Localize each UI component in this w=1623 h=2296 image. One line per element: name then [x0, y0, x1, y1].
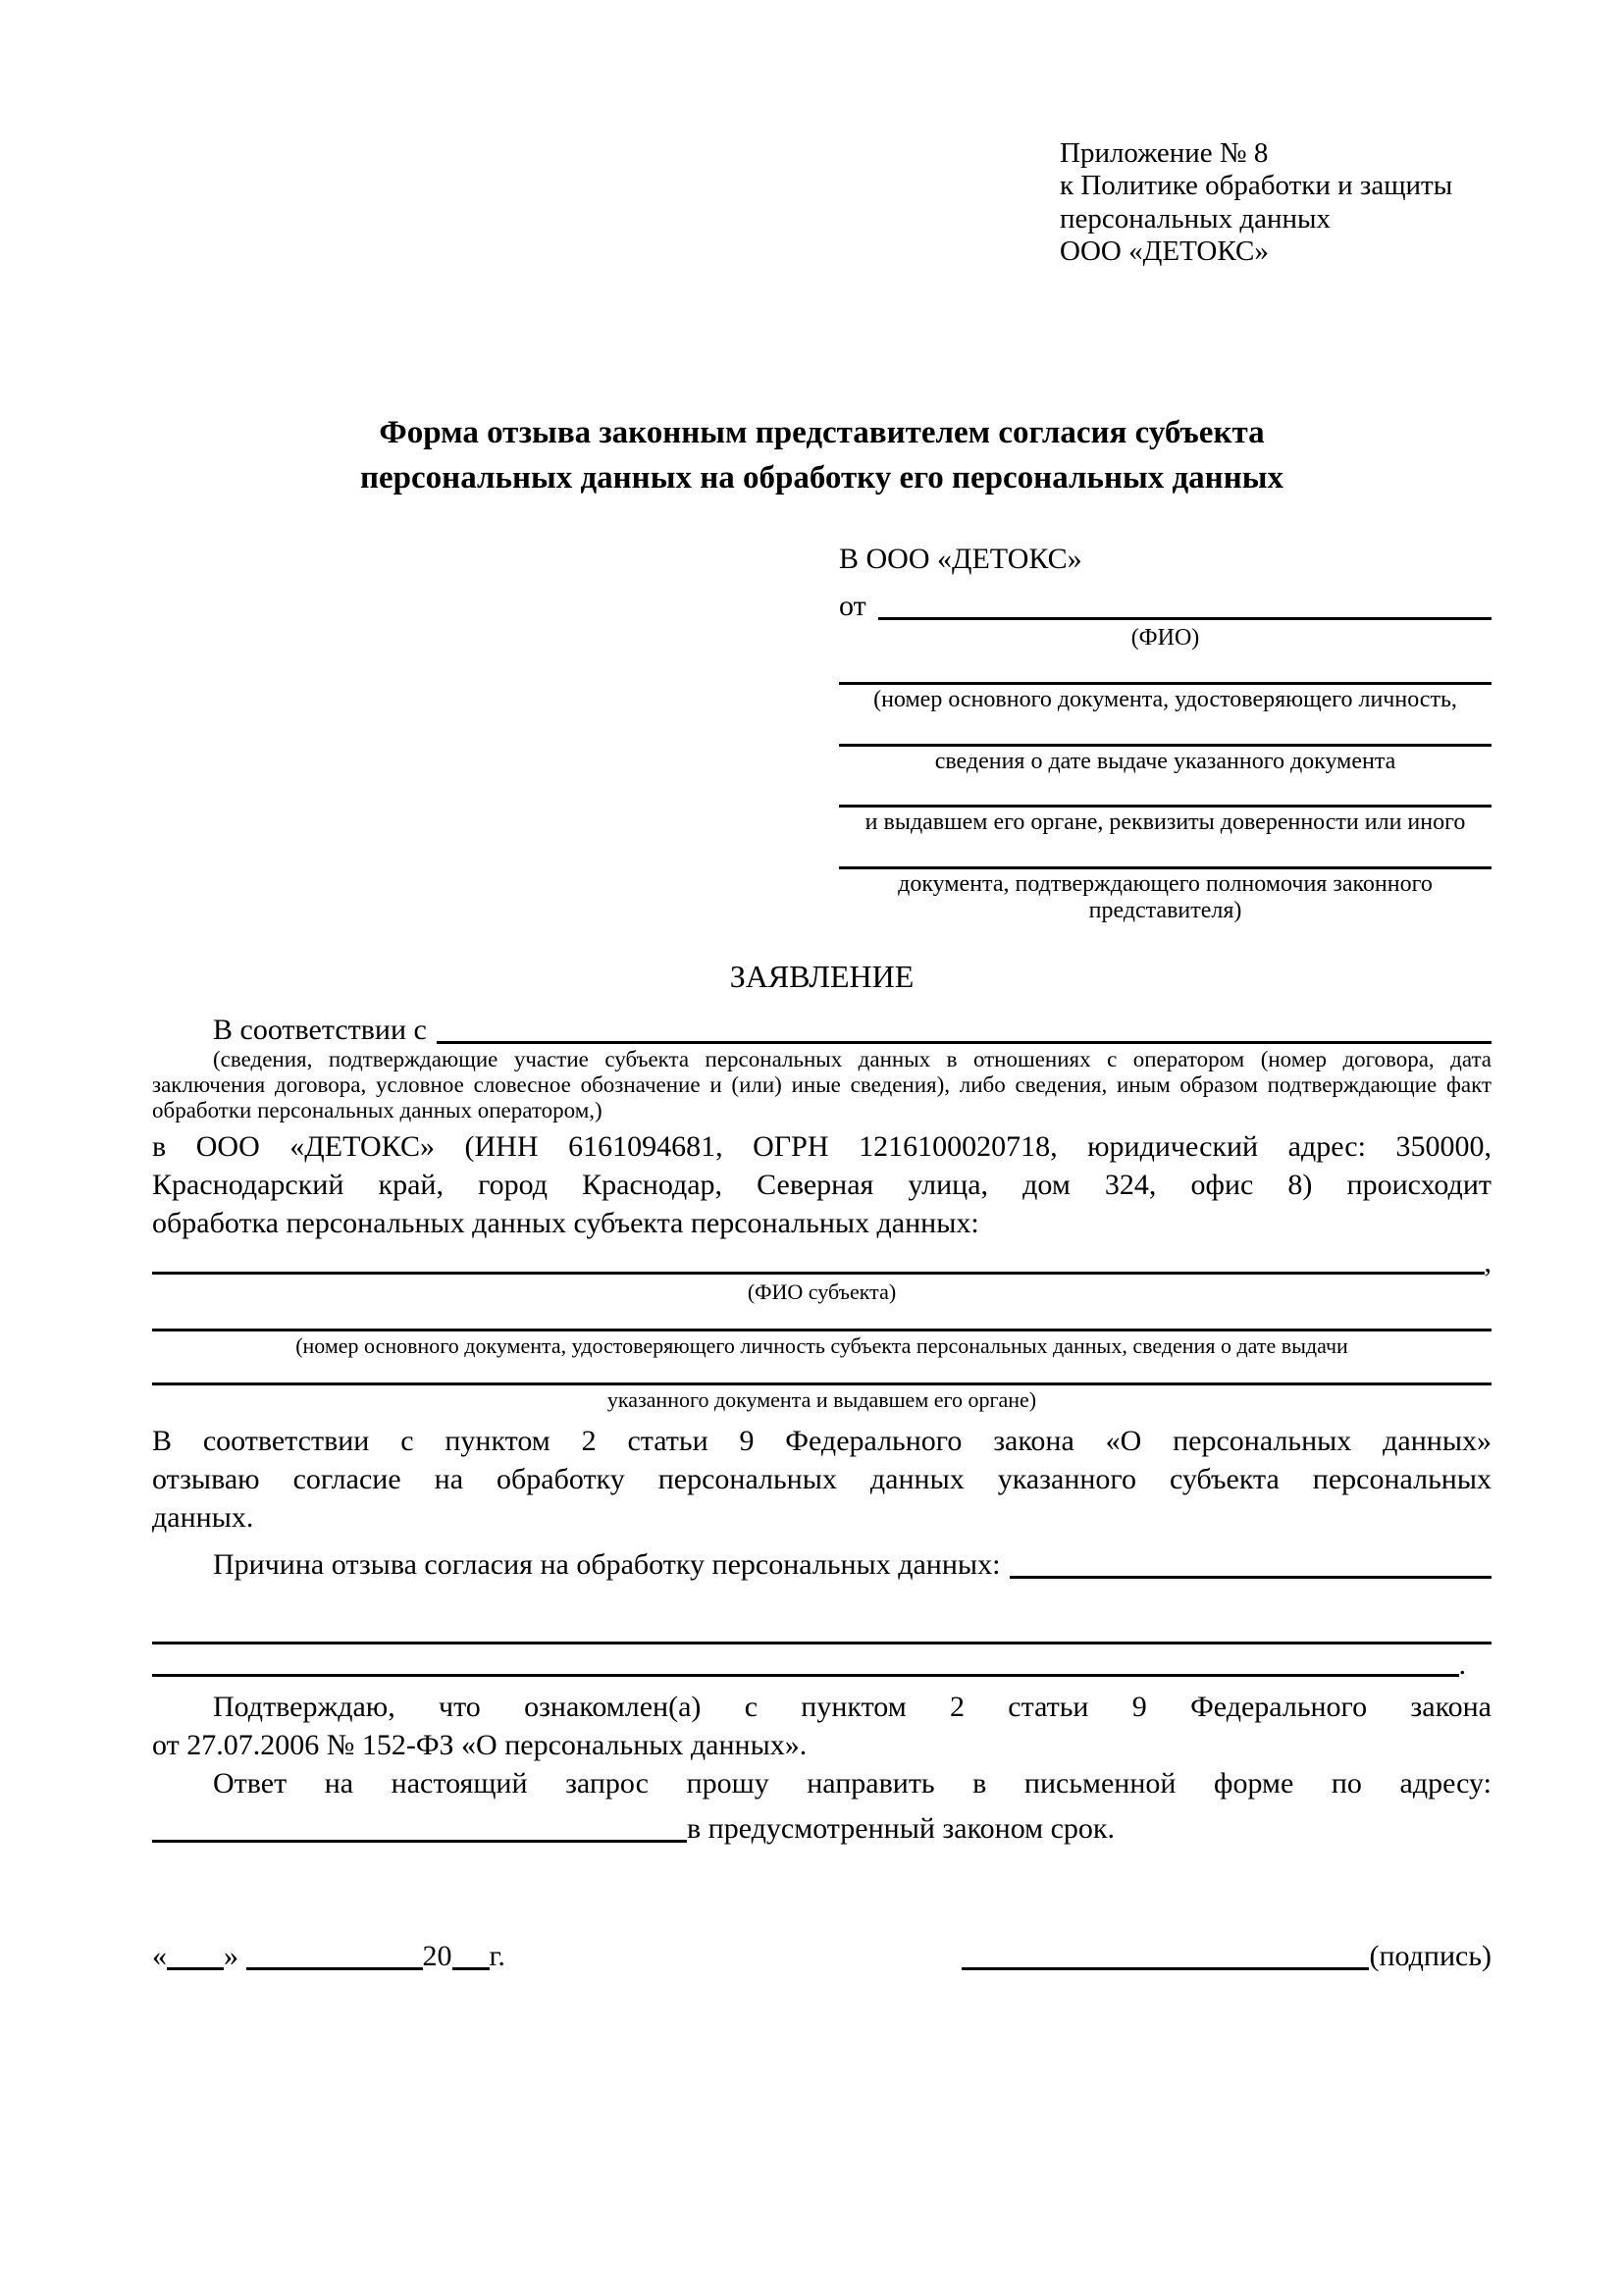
trailing-period: . — [1458, 1647, 1466, 1681]
subject-doc-caption: (номер основного документа, удостоверяющего личность субъекта персональных данных, сведения о дате выдачи — [295, 1332, 1348, 1358]
appendix-line: Приложение № 8 — [1060, 137, 1269, 169]
confirm-line: от 27.07.2006 № 152-ФЗ «О персональных данных». — [152, 1728, 808, 1761]
intro-row — [152, 1006, 1492, 1047]
appendix-line: ООО «ДЕТОКС» — [1060, 235, 1269, 268]
year-prefix: 20 — [422, 1939, 452, 1972]
document-title — [152, 411, 1492, 500]
appendix-line: персональных данных — [1060, 202, 1332, 235]
doc-caption: документа, подтверждающего полномочия законного представителя) — [898, 870, 1433, 924]
signature-blank-line — [962, 1941, 1369, 1970]
reason-blank-line-full — [152, 1615, 1492, 1644]
reason-blank-line — [1010, 1576, 1492, 1579]
appendix-line: к Политике обработки и защиты — [1060, 170, 1453, 202]
subject-doc-blank-line — [152, 1359, 1492, 1385]
doc-blank-line — [839, 652, 1492, 685]
signature-field — [962, 1940, 1492, 1973]
reason-blank-line-2 — [152, 1674, 1459, 1677]
reason-blank-line-dot-row — [152, 1646, 1492, 1680]
operator-paragraph — [152, 1127, 1492, 1242]
doc-caption: сведения о дате выдаче указанного документа — [934, 748, 1396, 774]
document-title-line: Форма отзыва законным представителем согласия субъекта — [379, 415, 1265, 451]
subject-fio-row — [152, 1245, 1492, 1278]
year-suffix: г. — [489, 1939, 505, 1972]
fio-blank-line — [878, 617, 1492, 620]
confirm-paragraph — [152, 1688, 1492, 1764]
addressee-to: В ООО «ДЕТОКС» — [839, 543, 1082, 576]
subject-fio-caption: (ФИО субъекта) — [747, 1278, 897, 1304]
addressee-from-row — [839, 582, 1492, 623]
trailing-comma: , — [1484, 1245, 1492, 1278]
addressee-block — [839, 540, 1492, 925]
footer-row — [152, 1940, 1492, 1973]
note-line: обработки персональных данных оператором,) — [152, 1097, 602, 1122]
doc-blank-line — [839, 837, 1492, 869]
withdrawal-line: данных. — [152, 1500, 254, 1534]
signature-caption: (подпись) — [1369, 1939, 1492, 1972]
statement-heading: ЗАЯВЛЕНИЕ — [729, 959, 915, 994]
note-line: заключения договора, условное словесное обозначение и (или) иные сведения), либо сведения, иным образом подтверждающие факт — [152, 1071, 1492, 1097]
withdrawal-paragraph — [152, 1422, 1492, 1537]
quote-open: « — [152, 1939, 167, 1972]
withdrawal-line: отзываю согласие на обработку персональных данных указанного субъекта персональных — [152, 1462, 1492, 1495]
reason-label: Причина отзыва согласия на обработку персональных данных: — [213, 1547, 1001, 1581]
month-blank-line — [246, 1941, 423, 1970]
date-field — [152, 1940, 505, 1973]
fio-caption: (ФИО) — [1130, 625, 1200, 652]
day-blank-line — [167, 1941, 224, 1970]
quote-close: » — [224, 1939, 238, 1972]
document-title-line: персональных данных на обработку его персональных данных — [360, 459, 1283, 496]
intro-blank-line — [437, 1041, 1492, 1044]
subject-doc-blank-line — [152, 1305, 1492, 1331]
doc-caption: и выдавшем его органе, реквизиты доверенности или иного — [864, 809, 1466, 836]
operator-line: обработка персональных данных субъекта персональных данных: — [152, 1206, 979, 1239]
subject-doc-caption: указанного документа и выдавшем его органе) — [606, 1387, 1037, 1413]
address-blank-line — [152, 1840, 687, 1843]
doc-caption: (номер основного документа, удостоверяющего личность, — [873, 687, 1457, 713]
intro-prefix: В соответствии с — [213, 1013, 427, 1046]
withdrawal-line: В соответствии с пунктом 2 статьи 9 Федерального закона «О персональных данных» — [152, 1424, 1492, 1457]
from-label: от — [839, 590, 866, 623]
reply-address-row — [152, 1802, 1492, 1846]
reason-row — [152, 1539, 1492, 1582]
operator-line: в ООО «ДЕТОКС» (ИНН 6161094681, ОГРН 1216100020718, юридический адрес: 350000, — [152, 1129, 1492, 1163]
doc-blank-line — [839, 714, 1492, 747]
note-line: (сведения, подтверждающие участие субъекта персональных данных в отношениях с оператором (номер договора, дата — [213, 1046, 1492, 1071]
doc-blank-line — [839, 775, 1492, 808]
reply-line: Ответ на настоящий запрос прошу направить в письменной форме по адресу: — [213, 1766, 1492, 1800]
confirm-line: Подтверждаю, что ознакомлен(а) с пунктом 2 статьи 9 Федерального закона — [213, 1690, 1492, 1723]
operator-line: Краснодарский край, город Краснодар, Северная улица, дом 324, офис 8) происходит — [152, 1168, 1492, 1201]
note-block — [152, 1047, 1492, 1123]
appendix-block — [1060, 137, 1492, 268]
reply-suffix: в предусмотренный законом срок. — [687, 1811, 1115, 1845]
year-blank-line — [452, 1941, 490, 1970]
subject-fio-blank-line — [152, 1272, 1485, 1275]
